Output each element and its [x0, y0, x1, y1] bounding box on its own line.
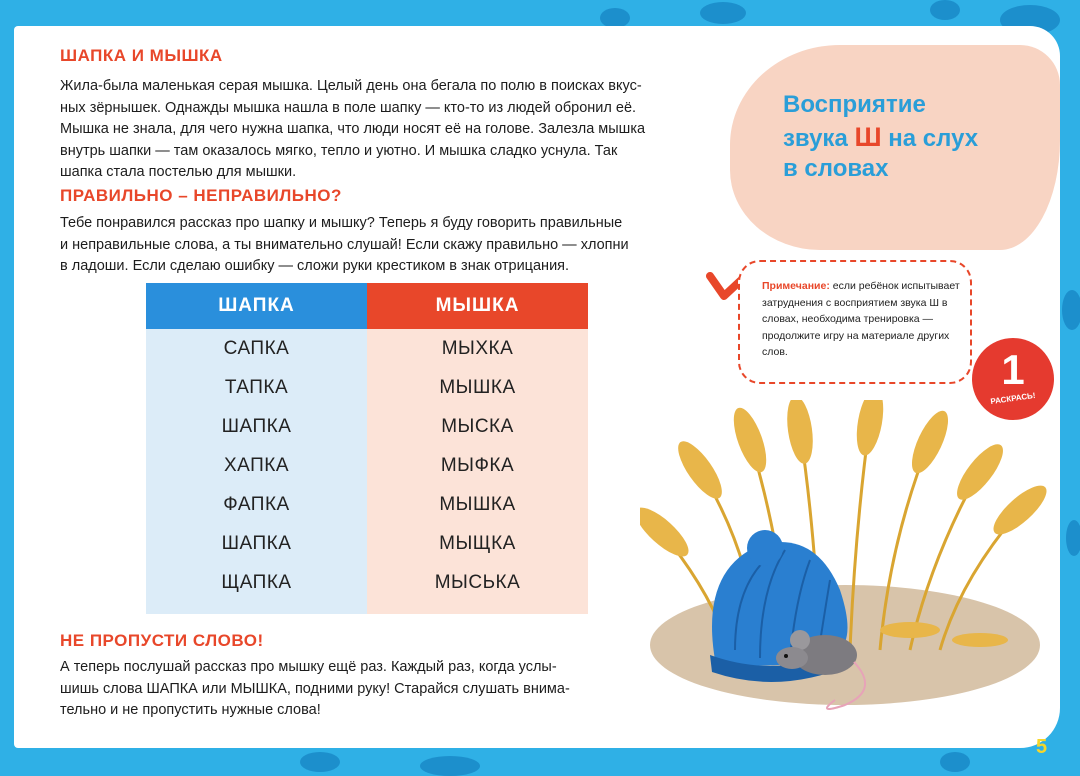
story-text [60, 76, 645, 184]
table-cell: МЫСЬКА [434, 571, 521, 593]
note-text [762, 278, 970, 361]
table-cell: МЫСКА [441, 415, 514, 437]
story-line: Жила-была маленькая серая мышка. Целый день она бегала по полю в поисках вкус- [60, 78, 642, 94]
topic-word: на слух [888, 125, 979, 152]
topic-title-line3: в словах [783, 155, 889, 182]
badge-number: 1 [1001, 346, 1025, 393]
words-table [146, 283, 588, 614]
decor-dot [930, 0, 960, 20]
decor-dot [940, 752, 970, 772]
topic-letter: Ш [854, 122, 882, 152]
table-column-myshka [367, 283, 588, 614]
table-header-shapka: ШАПКА [146, 283, 367, 329]
mouse-eye [784, 654, 788, 658]
final-line: тельно и не пропустить нужные слова! [60, 702, 321, 718]
story-line: внутрь шапки — там оказалось мягко, тепло и уютно. И мышка сладко уснула. Так [60, 142, 618, 159]
decor-dot [600, 8, 630, 28]
final-text [60, 657, 570, 722]
topic-title-line1: Восприятие [783, 91, 926, 118]
decor-dot [420, 756, 480, 776]
story-line: Мышка не знала, для чего нужна шапка, что люди носят её на голове. Залезла мышка [60, 121, 646, 137]
page-number: 5 [1036, 736, 1048, 758]
table-cell: САПКА [223, 337, 290, 359]
decor-dot [1066, 520, 1080, 556]
instructions-line: Тебе понравился рассказ про шапку и мышку? Теперь я буду говорить правильные [60, 215, 623, 231]
wheat-hat-mouse-illustration [640, 400, 1050, 720]
table-cell: ШАПКА [221, 532, 292, 554]
story-line: ных зёрнышек. Однажды мышка нашла в поле шапку — кто-то из людей обронил её. [60, 99, 637, 116]
table-cell: МЫХКА [441, 337, 514, 359]
table-cell: ХАПКА [223, 454, 290, 476]
story-line: шапка стала постелью для мышки. [60, 164, 297, 180]
badge-label: РАСКРАСЬ! [989, 390, 1037, 407]
decor-dot [1062, 290, 1080, 330]
instructions-line: и неправильные слова, а ты внимательно слушай! Если скажу правильно — хлопни [60, 236, 629, 253]
heading-story: ШАПКА И МЫШКА [60, 46, 223, 65]
table-cell: МЫЩКА [439, 532, 516, 554]
heading-correct-incorrect: ПРАВИЛЬНО – НЕПРАВИЛЬНО? [60, 186, 342, 205]
table-cell: ФАПКА [223, 493, 290, 515]
topic-word: звука [783, 125, 848, 152]
table-cell: ШАПКА [221, 415, 292, 437]
decor-dot [700, 2, 746, 24]
table-cell: МЫШКА [439, 493, 516, 515]
table-cell: МЫФКА [440, 454, 515, 476]
table-cell: МЫШКА [439, 376, 516, 398]
topic-title-line2 [783, 121, 978, 155]
table-cell: ТАПКА [224, 376, 289, 398]
instructions-line: в ладоши. Если сделаю ошибку — сложи руки крестиком в знак отрицания. [60, 258, 570, 274]
instructions-text [60, 213, 629, 278]
table-column-shapka [146, 283, 367, 614]
hat-pompom [747, 530, 783, 566]
note-label: Примечание: [762, 280, 830, 292]
note-body: если ребёнок испытывает затруднения с восприятием звука Ш в словах, необходима тренировка — продолжите игру на материале других слов. [762, 280, 960, 358]
table-header-myshka: МЫШКА [367, 283, 588, 329]
heading-dont-miss: НЕ ПРОПУСТИ СЛОВО! [60, 631, 264, 650]
final-line: шишь слова ШАПКА или МЫШКА, подними руку! Старайся слушать внима- [60, 680, 570, 697]
final-line: А теперь послушай рассказ про мышку ещё раз. Каждый раз, когда услы- [60, 659, 557, 675]
note-box [738, 260, 972, 384]
table-cell: ЩАПКА [221, 571, 292, 593]
mouse-head [776, 647, 808, 669]
decor-dot [300, 752, 340, 772]
mouse-ear [790, 630, 810, 650]
